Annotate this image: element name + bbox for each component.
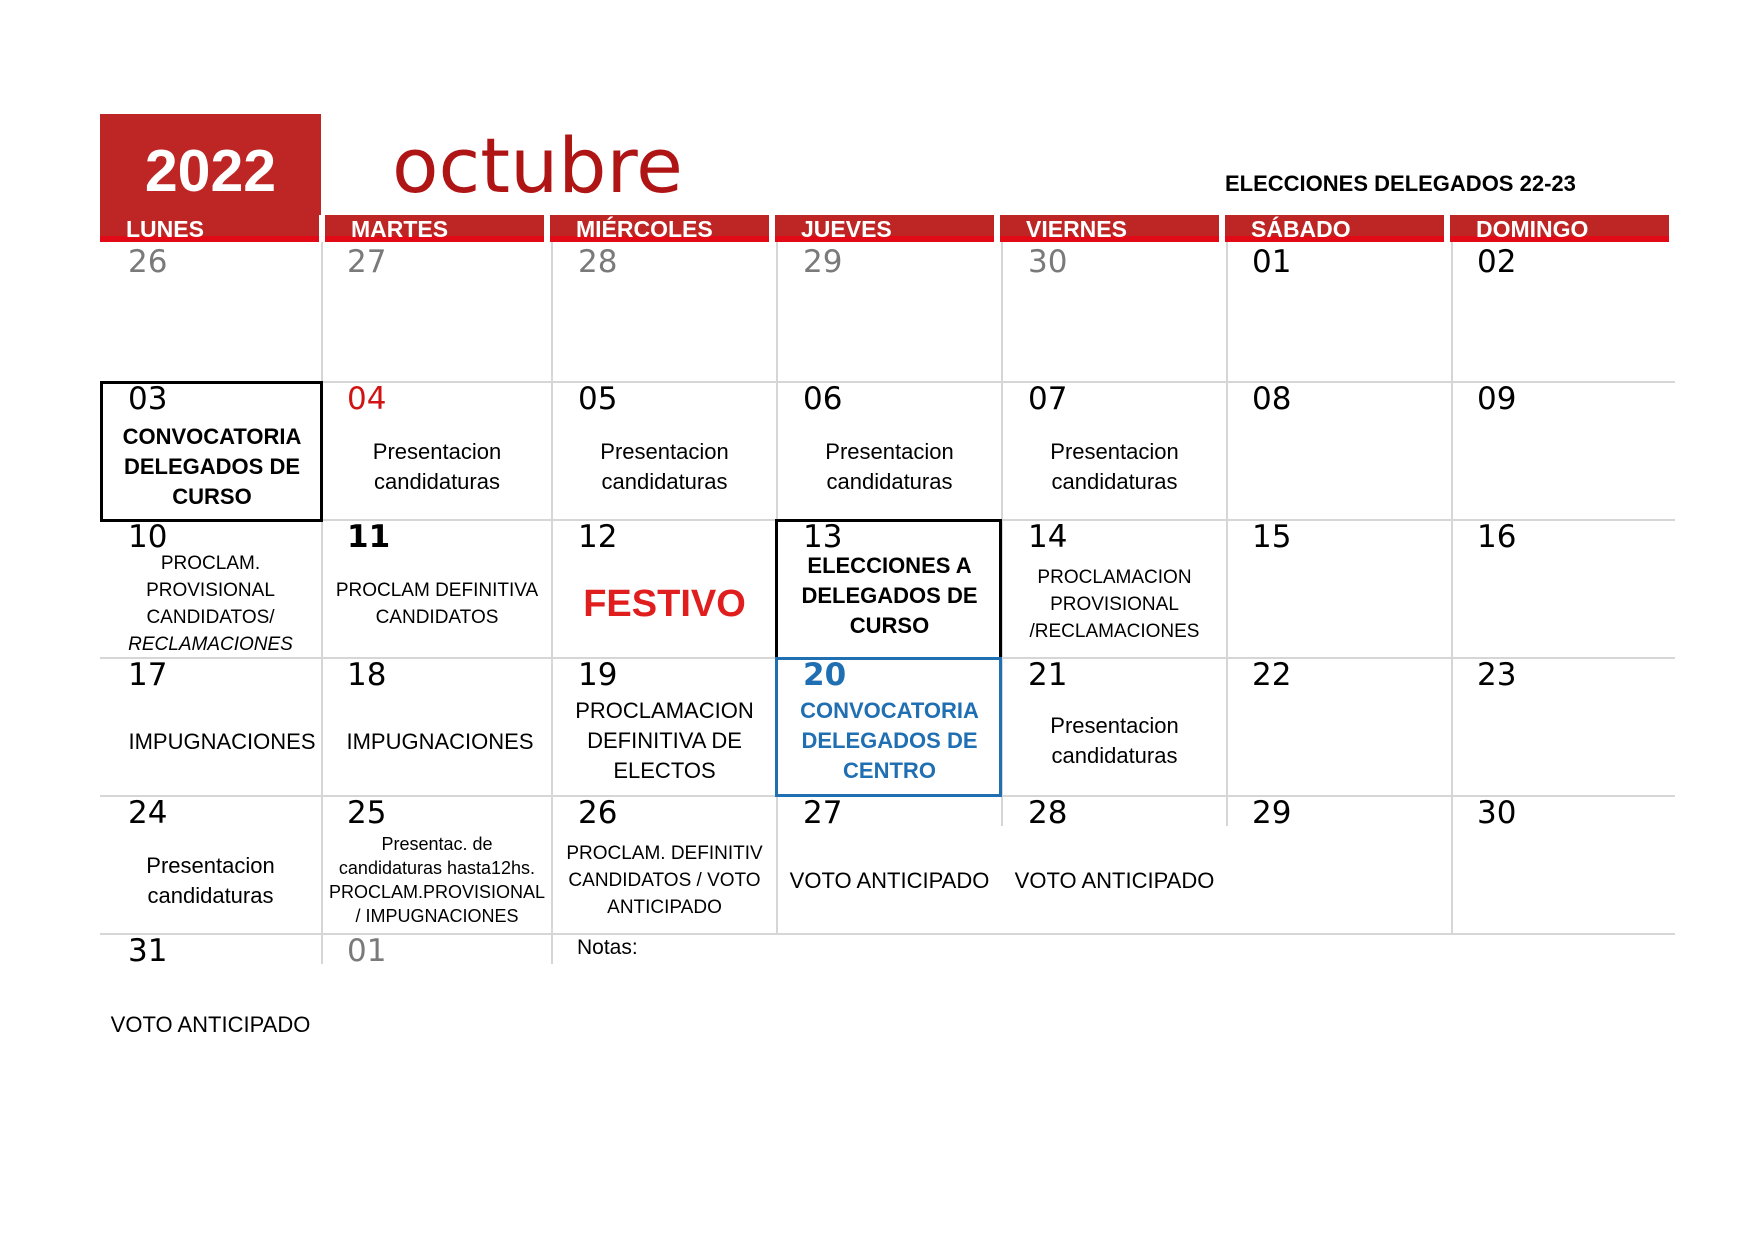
day-number: 07 [1028,381,1068,417]
day-number: 08 [1252,381,1292,417]
event-festivo: FESTIVO [583,583,746,625]
grid-line [100,933,1675,935]
day-number: 26 [578,795,618,831]
day-number: 18 [347,657,387,693]
event-voto-anticipado: VOTO ANTICIPADO [789,868,990,893]
day-number: 13 [803,519,843,555]
day-number: 05 [578,381,618,417]
weekday-header-jueves: JUEVES [775,215,994,242]
day-number: 31 [128,933,168,969]
day-number: 14 [1028,519,1068,555]
event-convocatoria-curso: CONVOCATORIA DELEGADOS DE CURSO [122,424,302,509]
day-number: 30 [1477,795,1517,831]
day-number: 17 [128,657,168,693]
event-proclam-provisional: PROCLAM. PROVISIONAL CANDIDATOS/ RECLAMACIONES [128,553,293,655]
event-presentacion: Presentacion candidaturas [372,439,502,494]
event-presentacion: Presentacion candidaturas [146,853,275,908]
event-impugnaciones: IMPUGNACIONES [128,729,316,754]
weekday-header-martes: MARTES [325,215,544,242]
event-presentac-hasta12hs: Presentac. de candidaturas hasta12hs. PROCLAM.PROVISIONAL / IMPUGNACIONES [328,834,546,926]
day-number: 10 [128,519,168,555]
weekday-header-viernes: VIERNES [1000,215,1219,242]
calendar-subtitle: ELECCIONES DELEGADOS 22-23 [1225,171,1576,196]
day-number: 09 [1477,381,1517,417]
event-voto-anticipado: VOTO ANTICIPADO [110,1012,311,1037]
day-number: 12 [578,519,618,555]
day-number: 28 [578,244,618,280]
day-number: 22 [1252,657,1292,693]
weekday-header-domingo: DOMINGO [1450,215,1669,242]
event-proclam-definitiv-voto: PROCLAM. DEFINITIV CANDIDATOS / VOTO ANTICIPADO [566,843,763,918]
event-proclamacion-provisional: PROCLAMACION PROVISIONAL /RECLAMACIONES [1029,567,1200,642]
weekday-header-sabado: SÁBADO [1225,215,1444,242]
month-title: octubre [392,121,683,210]
event-presentacion: Presentacion candidaturas [1050,439,1179,494]
day-number: 24 [128,795,168,831]
grid-line [100,381,1675,383]
day-number: 16 [1477,519,1517,555]
day-number: 01 [1252,244,1292,280]
grid-line [1226,242,1228,826]
day-number: 04 [347,381,387,417]
day-number: 01 [347,933,387,969]
event-voto-anticipado: VOTO ANTICIPADO [1014,868,1215,893]
day-number: 21 [1028,657,1068,693]
day-number: 03 [128,381,168,417]
event-convocatoria-centro: CONVOCATORIA DELEGADOS DE CENTRO [800,698,979,783]
day-number: 20 [803,657,847,693]
event-presentacion: Presentacion candidaturas [600,439,729,494]
day-number: 23 [1477,657,1517,693]
event-proclam-definitiva: PROCLAM DEFINITIVA CANDIDATOS [335,580,539,628]
day-number: 11 [347,519,391,555]
day-number: 19 [578,657,618,693]
day-number: 02 [1477,244,1517,280]
notes-label: Notas: [577,936,638,959]
day-number: 26 [128,244,168,280]
event-proclamacion-electos: PROCLAMACION DEFINITIVA DE ELECTOS [575,698,754,783]
day-number: 30 [1028,244,1068,280]
day-number: 06 [803,381,843,417]
year-label: 2022 [144,138,277,204]
event-elecciones-curso: ELECCIONES A DELEGADOS DE CURSO [801,553,978,638]
event-presentacion: Presentacion candidaturas [825,439,954,494]
grid-line [1451,242,1453,935]
day-number: 28 [1028,795,1068,831]
day-number: 27 [347,244,387,280]
event-presentacion: Presentacion candidaturas [1050,713,1179,768]
day-number: 29 [1252,795,1292,831]
day-number: 29 [803,244,843,280]
day-number: 15 [1252,519,1292,555]
weekday-header-lunes: LUNES [100,215,319,242]
weekday-header-miercoles: MIÉRCOLES [550,215,769,242]
day-number: 27 [803,795,843,831]
day-number: 25 [347,795,387,831]
event-impugnaciones: IMPUGNACIONES [346,729,534,754]
